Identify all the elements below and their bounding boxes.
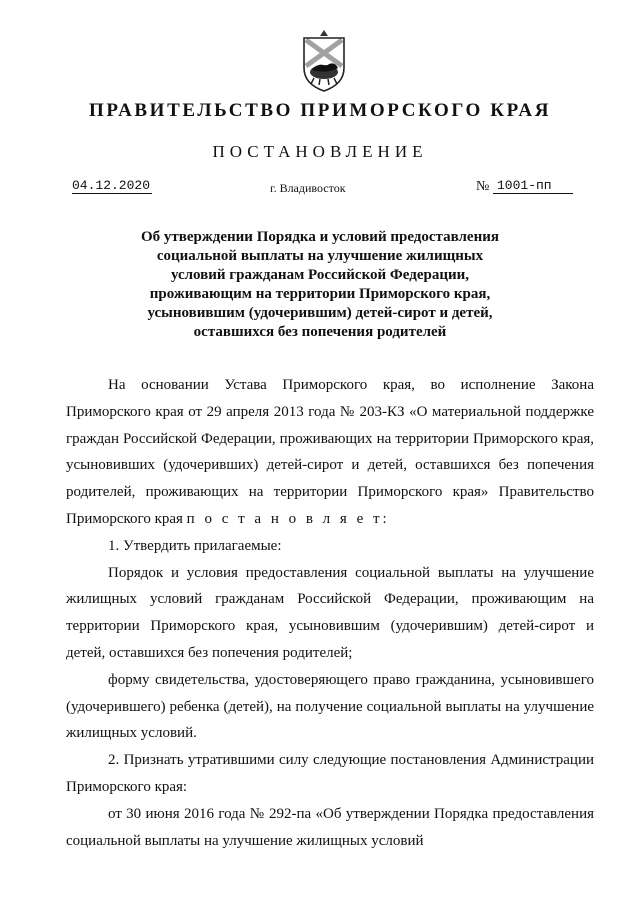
body-paragraph: Порядок и условия предоставления социальной выплаты на улучшение жилищных условий гражданам Российской Федерации, проживающим на территории Приморского края, усыновившим (удочерившим) детей-сирот и детей, оставшихся без попечения родителей; [66, 564, 594, 661]
body-paragraph: от 30 июня 2016 года № 292-па «Об утверждении Порядка предоставления социальной выплаты на улучшение жилищных условий [66, 805, 594, 849]
body-paragraph: 1. Утвердить прилагаемые: [108, 537, 282, 554]
document-number-sign: № [476, 179, 490, 194]
preamble-text: На основании Устава Приморского края, во исполнение Закона Приморского края от 29 апреля 2013 года № 203-КЗ «О материальной поддержке граждан Российской Федерации, проживающих на территории Приморского края, усыновивших (удочеривших) детей-сирот и детей, оставшихся без попечения родителей, проживающих на территории Приморского края» Правительство Приморского края [66, 377, 594, 527]
document-subject [80, 228, 560, 342]
document-city: г. Владивосток [270, 181, 346, 195]
subject-line: оставшихся без попечения родителей [193, 324, 447, 340]
government-title: ПРАВИТЕЛЬСТВО ПРИМОРСКОГО КРАЯ [88, 100, 552, 121]
subject-line: усыновившим (удочерившим) детей-сирот и детей, [147, 305, 493, 321]
body-paragraph: форму свидетельства, удостоверяющего право гражданина, усыновившего (удочерившего) ребенка (детей), на получение социальной выплаты на улучшение жилищных условий. [66, 671, 594, 742]
document-date: 04.12.2020 [72, 178, 151, 193]
subject-line: проживающим на территории Приморского края, [149, 286, 491, 302]
subject-line: социальной выплаты на улучшение жилищных [156, 248, 484, 264]
subject-line: Об утверждении Порядка и условий предоставления [141, 229, 499, 245]
document-type: ПОСТАНОВЛЕНИЕ [212, 142, 428, 161]
body-paragraph: 2. Признать утратившими силу следующие постановления Администрации Приморского края: [66, 752, 594, 795]
document-number: 1001-пп [493, 178, 573, 194]
resolves-word: п о с т а н о в л я е т: [186, 510, 390, 527]
subject-line: условий гражданам Российской Федерации, [170, 267, 470, 283]
document-body [66, 372, 594, 854]
preamble-paragraph [66, 372, 594, 533]
coat-of-arms-icon [298, 28, 350, 94]
